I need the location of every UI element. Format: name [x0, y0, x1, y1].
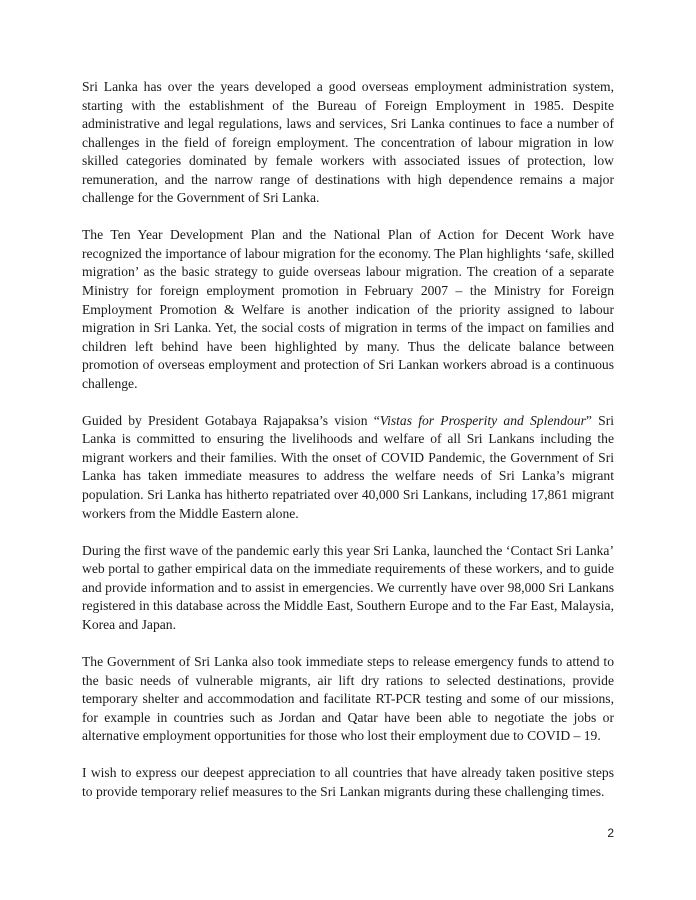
- paragraph-3-rest: ” Sri Lanka is committed to ensuring the livelihoods and welfare of all Sri Lankans including the migrant workers and their families. With the onset of COVID Pandemic, the Government of Sri Lanka has taken immediate measures to address the welfare needs of Sri Lanka’s migrant population. Sri Lanka has hitherto repatriated over 40,000 Sri Lankans, including 17,861 migrant workers from the Middle Eastern alone.: [82, 412, 615, 521]
- paragraph-5: The Government of Sri Lanka also took immediate steps to release emergency funds to attend to the basic needs of vulnerable migrants, air lift dry rations to selected destinations, provide temporary shelter and accommodation and facilitate RT-PCR testing and some of our missions, for example in countries such as Jordan and Qatar have been able to negotiate the jobs or alternative employment opportunities for those who lost their employment due to COVID – 19.: [82, 653, 614, 744]
- document-body: [82, 78, 614, 820]
- paragraph-6: I wish to express our deepest appreciation to all countries that have already taken positive steps to provide temporary relief measures to the Sri Lankan migrants during these challenging times.: [82, 765, 614, 799]
- vision-title-italic: Vistas for Prosperity and Splendour: [379, 412, 586, 428]
- paragraph-4: During the first wave of the pandemic early this year Sri Lanka, launched the ‘Contact Sri Lanka’ web portal to gather empirical data on the immediate requirements of these workers, and to guide and provide information and to assist in emergencies. We currently have over 98,000 Sri Lankans registered in this database across the Middle East, Southern Europe and to the Far East, Malaysia, Korea and Japan.: [82, 542, 614, 632]
- paragraph-2: The Ten Year Development Plan and the National Plan of Action for Decent Work have recognized the importance of labour migration for the economy. The Plan highlights ‘safe, skilled migration’ as the basic strategy to guide overseas labour migration. The creation of a separate Ministry for foreign employment promotion in February 2007 – the Ministry for Foreign Employment Promotion & Welfare is another indication of the priority assigned to labour migration in Sri Lanka. Yet, the social costs of migration in terms of the impact on families and children left behind have been highlighted by many. Thus the delicate balance between promotion of overseas employment and protection of Sri Lankan workers abroad is a continuous challenge.: [82, 227, 614, 391]
- page-number: 2: [607, 826, 614, 840]
- paragraph-3-lead: Guided by President Gotabaya Rajapaksa’s vision “: [82, 412, 380, 428]
- paragraph-3: [82, 412, 614, 523]
- paragraph-1: Sri Lanka has over the years developed a good overseas employment administration system, starting with the establishment of the Bureau of Foreign Employment in 1985. Despite administrative and legal regulations, laws and services, Sri Lanka continues to face a number of challenges in the field of foreign employment. The concentration of labour migration in low skilled categories dominated by female workers with associated issues of protection, low remuneration, and the narrow range of destinations with high dependence remains a major challenge for the Government of Sri Lanka.: [82, 79, 614, 206]
